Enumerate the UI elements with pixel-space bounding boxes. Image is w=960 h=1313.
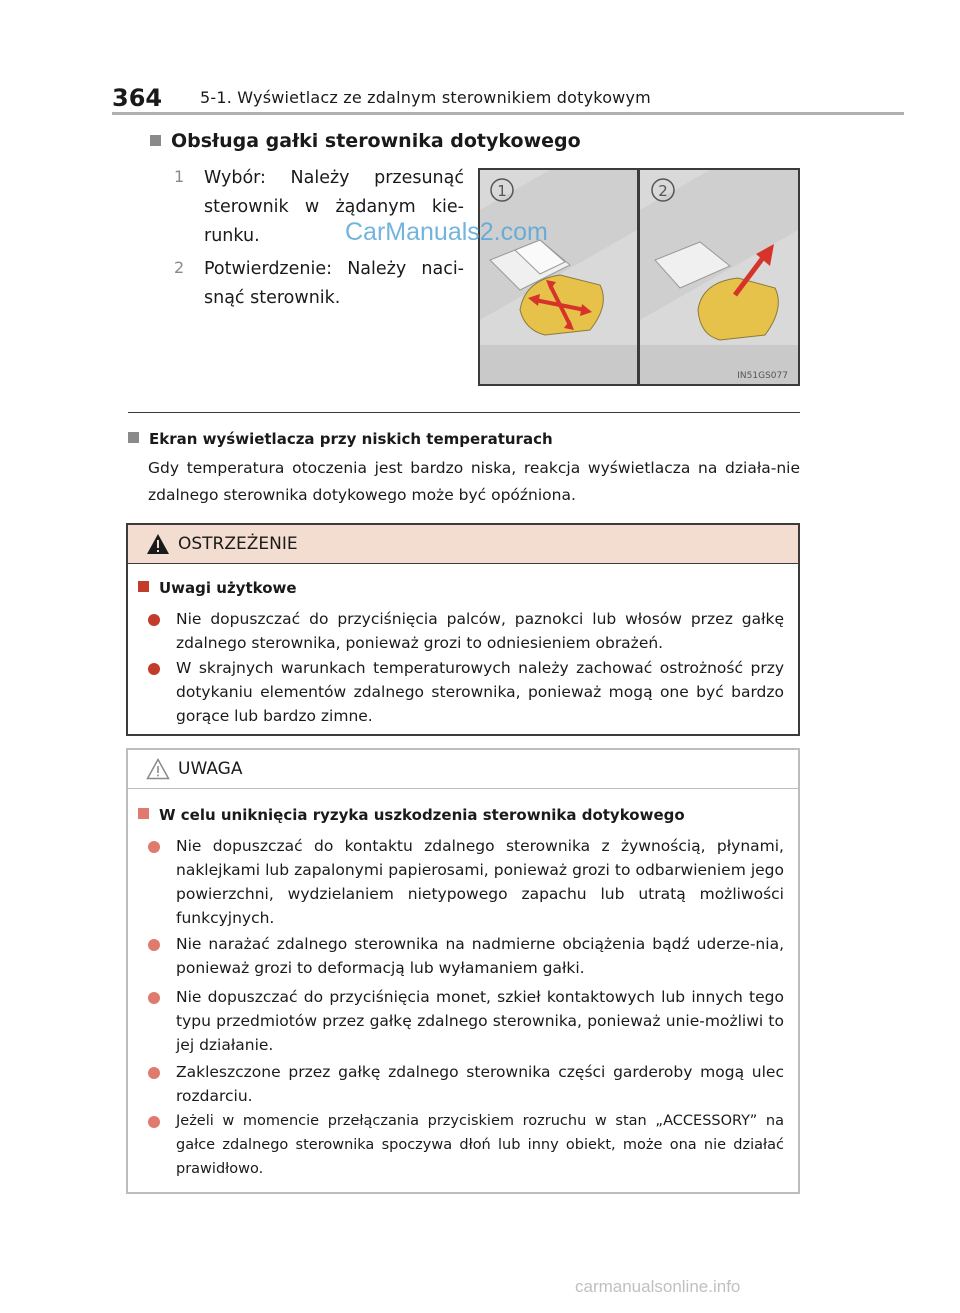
notice-subheading (138, 806, 685, 824)
low-temp-text: Gdy temperatura otoczenia jest bardzo niska, reakcja wyświetlacza na działa-nie zdalnego sterownika dotykowego może być opóźniona. (148, 459, 800, 504)
figure-code: IN51GS077 (737, 371, 788, 381)
watermark: CarManuals2.com (345, 218, 548, 246)
notice-bullet-4 (176, 1060, 784, 1108)
warning-subheading-text: Uwagi użytkowe (159, 579, 297, 597)
bullet-dot-icon (148, 1067, 160, 1079)
bullet-dot-icon (148, 614, 160, 626)
warning-bullet-text: Nie dopuszczać do przyciśnięcia palców, paznokci lub włosów przez gałkę zdalnego sterownika, ponieważ grozi to odniesieniem obrażeń. (176, 610, 784, 652)
step-text-2: Potwierdzenie: Należy naci-snąć sterownik. (204, 259, 464, 308)
low-temp-heading-text: Ekran wyświetlacza przy niskich temperaturach (149, 430, 553, 448)
notice-bullet-2 (176, 932, 784, 980)
footer-site: carmanualsonline.info (575, 1277, 741, 1296)
chapter-title: 5-1. Wyświetlacz ze zdalnym sterownikiem dotykowym (200, 88, 651, 107)
notice-bullet-text: Nie dopuszczać do kontaktu zdalnego sterownika z żywnością, płynami, naklejkami lub zapalonymi papierosami, ponieważ grozi to odbarwieniem jego powierzchni, wydzielaniem nietypowego zapachu lub utratą możliwości funkcyjnych. (176, 837, 784, 927)
step-number-2: 2 (174, 258, 185, 277)
warning-title: OSTRZEŻENIE (178, 534, 298, 554)
section-title: Obsługa gałki sterownika dotykowego (171, 130, 581, 152)
notice-bullet-text: Nie narażać zdalnego sterownika na nadmierne obciążenia bądź uderze-nia, ponieważ grozi to deformacją lub wyłamaniem gałki. (176, 935, 784, 977)
notice-box (126, 748, 800, 1194)
figure-label-2: 2 (658, 182, 668, 200)
warning-bullet-text: W skrajnych warunkach temperaturowych należy zachować ostrożność przy dotykaniu elementów zdalnego sterownika, ponieważ mogą one być bardzo gorące lub bardzo zimne. (176, 659, 784, 725)
notice-bullet-5 (176, 1109, 784, 1181)
notice-header (128, 750, 798, 789)
notice-bullet-text: Jeżeli w momencie przełączania przyciskiem rozruchu w stan „ACCESSORY” na gałce zdalnego sterownika spoczywa dłoń lub inny obiekt, może ona nie działać prawidłowo. (176, 1113, 784, 1177)
square-bullet-icon (138, 808, 149, 819)
figure-label-1: 1 (497, 182, 507, 200)
notice-bullet-text: Nie dopuszczać do przyciśnięcia monet, szkieł kontaktowych lub innych tego typu przedmiotów przez gałkę zdalnego sterownika, ponieważ unie-możliwi to jej działanie. (176, 988, 784, 1054)
square-bullet-icon (128, 432, 139, 443)
warning-subheading (138, 579, 297, 597)
square-bullet-icon (150, 135, 161, 146)
page-number: 364 (112, 84, 163, 112)
square-bullet-icon (138, 581, 149, 592)
touchpad-illustration (480, 170, 798, 384)
notice-bullet-text: Zakleszczone przez gałkę zdalnego sterownika części garderoby mogą ulec rozdarciu. (176, 1063, 784, 1105)
bullet-dot-icon (148, 663, 160, 675)
bullet-dot-icon (148, 1116, 160, 1128)
notice-bullet-1 (176, 834, 784, 930)
warning-box (126, 523, 800, 736)
section-heading (150, 130, 581, 152)
caution-triangle-icon (146, 758, 170, 780)
touchpad-figure (478, 168, 800, 386)
bullet-dot-icon (148, 841, 160, 853)
notice-title: UWAGA (178, 759, 243, 779)
warning-header (128, 525, 798, 564)
warning-triangle-icon (146, 533, 170, 555)
warning-bullet-2 (176, 656, 784, 728)
bullet-dot-icon (148, 992, 160, 1004)
section-divider (128, 412, 800, 413)
bullet-dot-icon (148, 939, 160, 951)
step-number-1: 1 (174, 167, 185, 186)
warning-bullet-1 (176, 607, 784, 655)
header-rule (112, 112, 904, 115)
notice-subheading-text: W celu uniknięcia ryzyka uszkodzenia sterownika dotykowego (159, 806, 685, 824)
step-text-1: Wybór: Należy przesunąć sterownik w żądanym kie-runku. (204, 168, 464, 246)
notice-bullet-3 (176, 985, 784, 1057)
low-temp-heading (128, 430, 553, 448)
